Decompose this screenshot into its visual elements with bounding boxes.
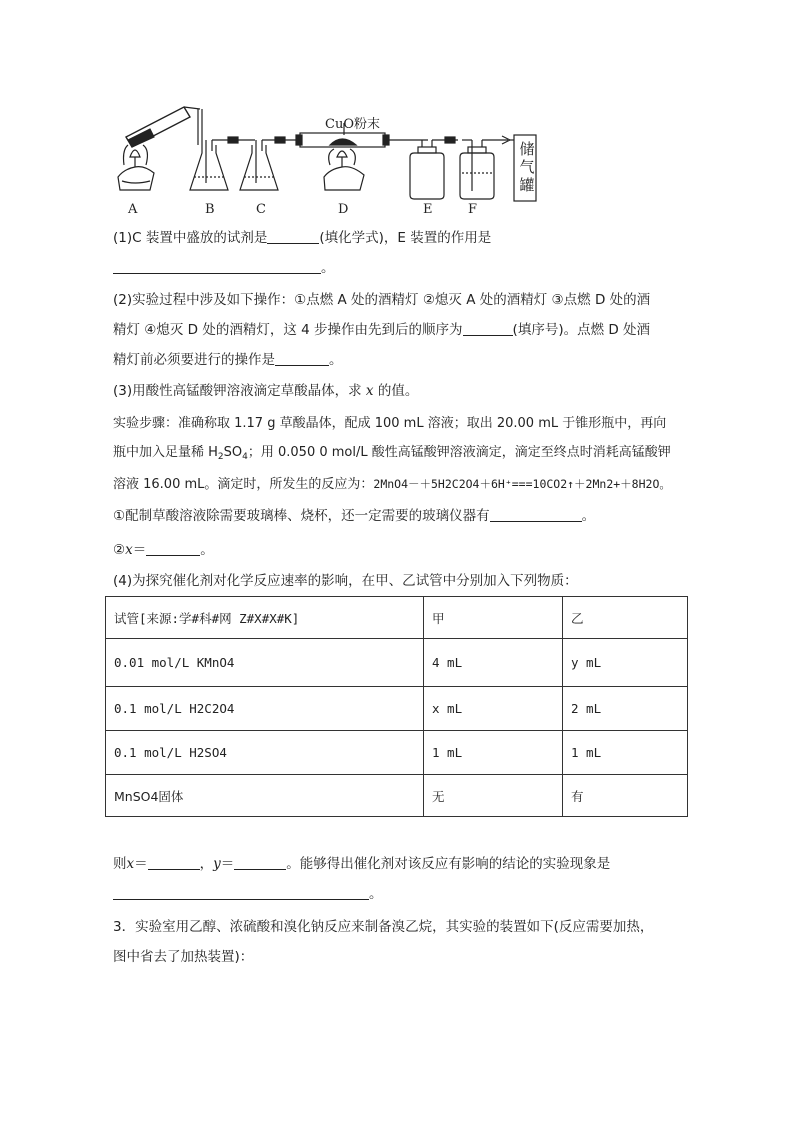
table-row xyxy=(106,687,688,731)
table-header-row xyxy=(106,597,688,639)
answer-blank[interactable] xyxy=(267,229,319,244)
question-4-answer: 则x＝ ，y＝ 。能够得出催化剂对该反应有影响的结论的实验现象是 xyxy=(113,856,611,872)
answer-blank[interactable] xyxy=(234,855,286,870)
question-3-step-2: 瓶中加入足量稀 $H_2SO_4$；用 0.050 0 mol/L 酸性高锰酸钾溶液滴定，滴定至终点时消耗高锰酸钾 xyxy=(113,445,671,462)
table-cell: 无 xyxy=(424,775,563,817)
label-c: C xyxy=(256,202,266,217)
answer-blank[interactable] xyxy=(490,507,582,522)
table-cell: 1 mL xyxy=(563,731,688,775)
answer-blank[interactable] xyxy=(463,321,513,336)
question-1-answer-line: 。 xyxy=(113,258,335,278)
reaction-equation: 2MnO4－＋5H2C2O4＋6H⁺===10CO2↑＋2Mn2+＋8H2O。 xyxy=(373,477,671,491)
apparatus-a xyxy=(118,107,202,190)
table-cell: 0.01 mol/L KMnO4 xyxy=(106,639,424,687)
apparatus-b xyxy=(190,140,234,190)
table-row xyxy=(106,731,688,775)
label-a: A xyxy=(128,202,138,217)
question-3-next-line-2: 图中省去了加热装置)： xyxy=(113,949,254,965)
label-b: B xyxy=(205,202,215,217)
table-cell: 1 mL xyxy=(424,731,563,775)
apparatus-e xyxy=(410,140,458,199)
question-3-sub-1: ①配制草酸溶液除需要玻璃棒、烧杯，还一定需要的玻璃仪器有 。 xyxy=(113,508,596,524)
table-cell: 有 xyxy=(563,775,688,817)
table-cell: MnSO4固体 xyxy=(106,775,424,817)
answer-blank[interactable] xyxy=(275,351,329,366)
question-4-answer-line: 。 xyxy=(113,884,383,904)
table-cell: 4 mL xyxy=(424,639,563,687)
question-2-line-3: 精灯前必须要进行的操作是 。 xyxy=(113,352,343,368)
answer-blank[interactable] xyxy=(113,885,369,900)
table-header-cell: 试管[来源:学#科#网 Z#X#X#K] xyxy=(106,597,424,639)
table-row xyxy=(106,639,688,687)
apparatus-d xyxy=(296,123,389,190)
storage-tank-label: 储 气 罐 xyxy=(519,140,535,194)
question-2-line-2: 精灯 ④熄灭 D 处的酒精灯，这 4 步操作由先到后的顺序为 (填序号)。点燃 D 处酒 xyxy=(113,322,651,338)
answer-blank[interactable] xyxy=(113,259,321,274)
table-header-cell: 乙 xyxy=(563,597,688,639)
label-e: E xyxy=(423,202,433,217)
table-header-cell: 甲 xyxy=(424,597,563,639)
table-cell: y mL xyxy=(563,639,688,687)
table-cell: 0.1 mol/L H2SO4 xyxy=(106,731,424,775)
question-3-step-1: 实验步骤：准确称取 1.17 g 草酸晶体，配成 100 mL 溶液；取出 20.00 mL 于锥形瓶中，再向 xyxy=(113,416,667,431)
question-4-title: (4)为探究催化剂对化学反应速率的影响，在甲、乙试管中分别加入下列物质： xyxy=(113,573,578,589)
reagent-table xyxy=(105,596,688,817)
question-3-title: (3)用酸性高锰酸钾溶液滴定草酸晶体，求 x 的值。 xyxy=(113,383,419,399)
cuo-label: CuO粉末 xyxy=(325,117,380,132)
answer-blank[interactable] xyxy=(146,541,200,556)
label-d: D xyxy=(338,202,349,217)
question-3-sub-2: ②x＝ 。 xyxy=(113,542,214,558)
question-3-step-3: 溶液 16.00 mL。滴定时，所发生的反应为：2MnO4－＋5H2C2O4＋6H⁺===10CO2↑＋2Mn2+＋8H2O。 xyxy=(113,477,671,492)
table-cell: x mL xyxy=(424,687,563,731)
question-2-line-1: (2)实验过程中涉及如下操作：①点燃 A 处的酒精灯 ②熄灭 A 处的酒精灯 ③点燃 D 处的酒 xyxy=(113,292,651,308)
apparatus-f xyxy=(460,140,508,199)
question-3-next-line-1: 3．实验室用乙醇、浓硫酸和溴化钠反应来制备溴乙烷，其实验的装置如下(反应需要加热， xyxy=(113,919,654,935)
answer-blank[interactable] xyxy=(148,855,200,870)
table-row xyxy=(106,775,688,817)
table-cell: 0.1 mol/L H2C2O4 xyxy=(106,687,424,731)
label-f: F xyxy=(468,202,478,217)
question-1: (1)C 装置中盛放的试剂是 (填化学式)，E 装置的作用是 xyxy=(113,230,492,246)
apparatus-c xyxy=(240,140,302,190)
table-cell: 2 mL xyxy=(563,687,688,731)
